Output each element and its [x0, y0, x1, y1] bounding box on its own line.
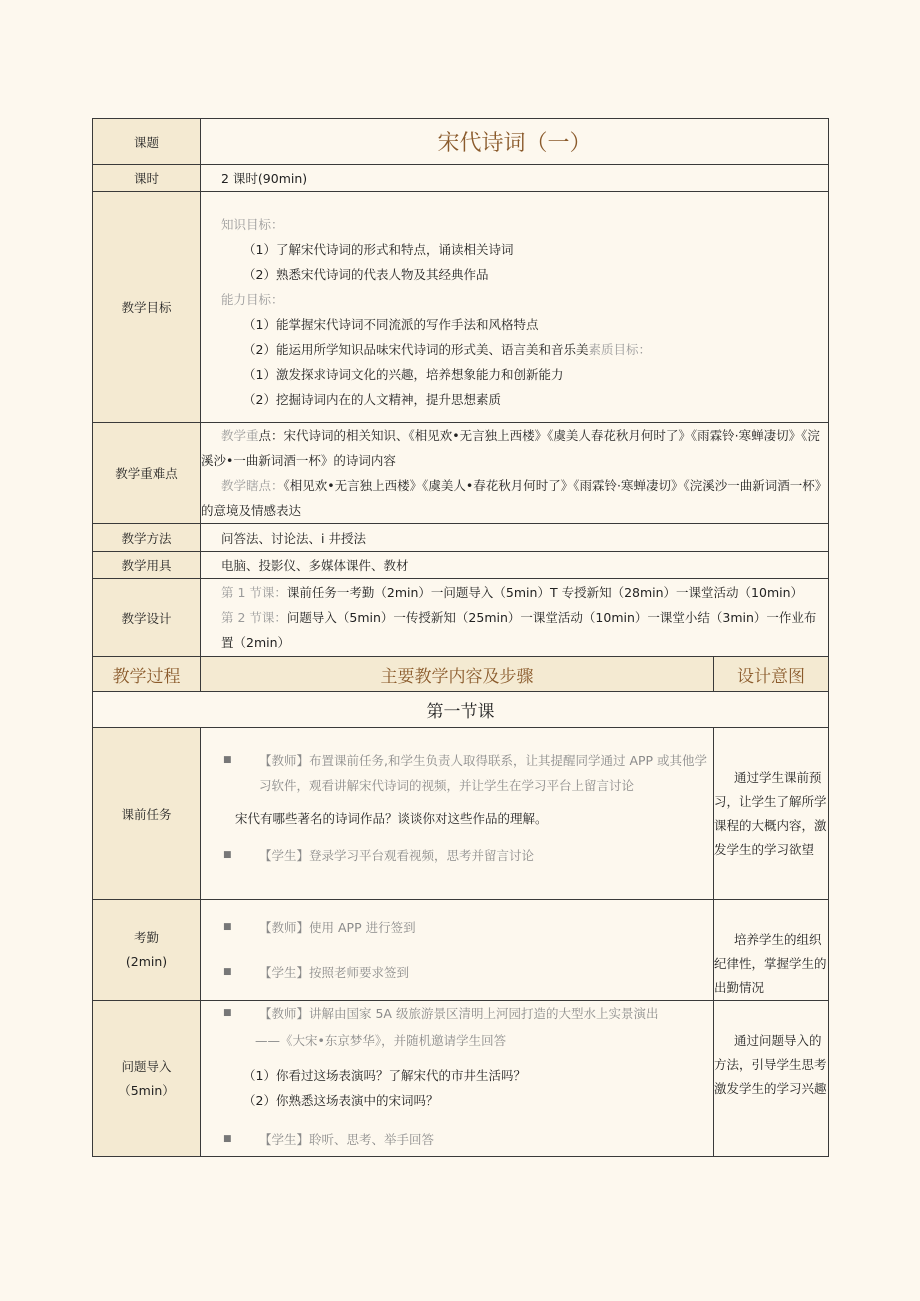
- process-header-intent: 设计意图: [714, 657, 829, 692]
- focus-text: 点：宋代诗词的相关知识、《相见欢•无言独上西楼》《虞美人春花秋月何时了》《雨霖铃·寒蝉凄切》《浣溪沙•一曲新词酒一杯》的诗词内容: [201, 428, 820, 468]
- process-header-stage: 教学过程: [93, 657, 201, 692]
- teacher-text: 【教师】讲解由国家 5A 级旅游景区清明上河园打造的大型水上实景演出: [259, 1006, 659, 1021]
- attendance-label-cell: [93, 900, 201, 1001]
- difficulty-paragraph: [201, 473, 826, 523]
- pre-task-question: 宋代有哪些著名的诗词作品？谈谈你对这些作品的理解。: [235, 811, 548, 826]
- tools-label: 教学用具: [93, 552, 201, 579]
- attendance-content: [201, 900, 714, 1001]
- difficulty-title: 教学瞎点：: [221, 478, 284, 493]
- pre-task-intent: 通过学生课前预习，让学生了解所学课程的大概内容，激发学生的学习欲望: [714, 728, 829, 900]
- quality-item: （1）激发探求诗词文化的兴趣，培养想象能力和创新能力: [243, 367, 564, 382]
- quality-title: 素质目标：: [588, 342, 651, 357]
- key-points-label: 教学重难点: [93, 423, 201, 524]
- bullet-icon: ■: [223, 755, 232, 765]
- bullet-icon: ■: [223, 850, 232, 860]
- design-content: [201, 579, 829, 657]
- design-label: 教学设计: [93, 579, 201, 657]
- intro-question: （1）你看过这场表演吗？了解宋代的市井生活吗？: [243, 1068, 526, 1083]
- page-title: 宋代诗词（一）: [201, 119, 829, 165]
- attendance-label: 考勤: [133, 930, 159, 945]
- intro-content: [201, 1001, 714, 1157]
- intro-label: 问题导入: [121, 1058, 172, 1074]
- focus-paragraph: [201, 423, 826, 473]
- teacher-step: [219, 1001, 709, 1026]
- tools-value: 电脑、投影仪、多媒体课件、教材: [201, 552, 829, 579]
- student-step: [219, 960, 709, 985]
- objectives-label: 教学目标: [93, 192, 201, 423]
- teacher-text: 【教师】布置课前任务,和学生负责人取得联系，让其提醒同学通过 APP 或其他学习软件，观看讲解宋代诗词的视频，并让学生在学习平台上留言讨论: [259, 753, 708, 793]
- focus-title: 教学重: [221, 428, 259, 443]
- bullet-icon: ■: [223, 967, 232, 977]
- knowledge-item: （2）熟悉宋代诗词的代表人物及其经典作品: [243, 267, 489, 282]
- student-text: 【学生】按照老师要求签到: [259, 965, 410, 980]
- section-title: 第一节课: [93, 692, 829, 728]
- design-lesson2: [201, 605, 824, 655]
- bullet-icon: ■: [223, 922, 232, 932]
- lesson1-title: 第 1 节课：: [221, 585, 287, 600]
- pre-task-content: [201, 728, 714, 900]
- intro-duration: （5min）: [118, 1082, 175, 1098]
- teacher-step: [219, 748, 709, 798]
- attendance-duration: (2min): [125, 954, 168, 969]
- intro-label-cell: [93, 1001, 201, 1157]
- ability-item: （2）能运用所学知识品味宋代诗词的形式美、语言美和音乐美: [243, 342, 589, 357]
- key-points-content: [201, 423, 829, 524]
- lesson2-text: 问题导入（5min）一传授新知（25min）一课堂活动（10min）一课堂小结（3min）一作业布置（2min）: [221, 610, 817, 650]
- teacher-step: [219, 915, 709, 940]
- method-label: 教学方法: [93, 524, 201, 552]
- pre-task-label: 课前任务: [93, 728, 201, 900]
- bullet-icon: ■: [223, 1008, 232, 1018]
- design-lesson1: [201, 580, 824, 605]
- lesson1-text: 课前任务一考勤（2min）一问题导入（5min）T 专授新知（28min）一课堂活动（10min）: [286, 585, 804, 600]
- attendance-intent: 培养学生的组织纪律性，掌握学生的出勤情况: [714, 900, 829, 1001]
- lesson2-title: 第 2 节课：: [221, 610, 287, 625]
- teacher-text: 【教师】使用 APP 进行签到: [259, 920, 416, 935]
- student-text: 【学生】登录学习平台观看视频，思考并留言讨论: [259, 848, 535, 863]
- process-header-content: 主要教学内容及步骤: [201, 657, 714, 692]
- objectives-content: [201, 192, 829, 423]
- ability-title: 能力目标：: [221, 292, 284, 307]
- topic-label: 课题: [93, 119, 201, 165]
- bullet-icon: ■: [223, 1134, 232, 1144]
- difficulty-text: 《相见欢•无言独上西楼》《虞美人•春花秋月何时了》《雨霖铃·寒蝉凄切》《浣溪沙一曲新词酒一杯》的意境及情感表达: [201, 478, 821, 518]
- ability-item: （1）能掌握宋代诗词不同流派的写作手法和风格特点: [243, 317, 539, 332]
- teacher-text-continued: ——《大宋•东京梦华》，并随机邀请学生回答: [255, 1033, 507, 1048]
- quality-item: （2）挖掘诗词内在的人文精神，提升思想素质: [243, 392, 501, 407]
- student-step: [219, 1127, 709, 1152]
- ability-item-with-quality-title: [221, 337, 820, 362]
- intro-intent: 通过问题导入的方法，引导学生思考激发学生的学习兴趣: [714, 1001, 829, 1157]
- hours-label: 课时: [93, 165, 201, 192]
- knowledge-title: 知识目标：: [221, 217, 284, 232]
- student-step: [219, 843, 709, 868]
- student-text: 【学生】聆听、思考、举手回答: [259, 1132, 435, 1147]
- hours-value: 2 课时(90min): [201, 165, 829, 192]
- knowledge-item: （1）了解宋代诗词的形式和特点，诵读相关诗词: [243, 242, 514, 257]
- intro-question: （2）你熟悉这场表演中的宋词吗？: [243, 1093, 439, 1108]
- method-value: 问答法、讨论法、i 井授法: [201, 524, 829, 552]
- lesson-plan-table: [92, 118, 829, 1157]
